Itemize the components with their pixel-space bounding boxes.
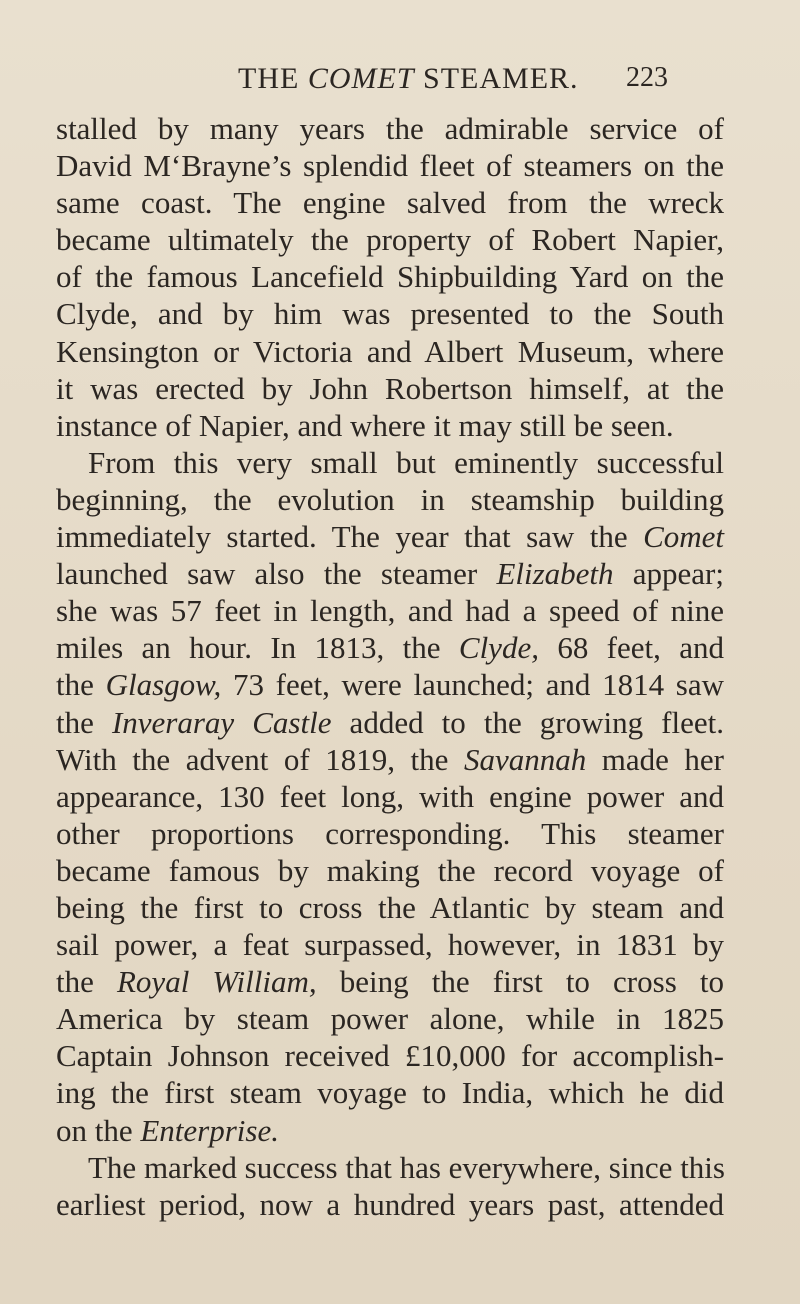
text-segment: stalled by many years the admirable service of — [56, 111, 724, 146]
italic-title: Comet — [643, 519, 724, 555]
italic-title: Enterprise. — [140, 1112, 279, 1148]
running-head-text: THE — [238, 62, 308, 95]
text-line — [56, 555, 724, 592]
text-segment: From this very small but eminently successful — [88, 444, 724, 480]
text-segment: Clyde, and by him was presented to the South — [56, 296, 724, 332]
text-segment: appear; — [613, 556, 724, 592]
text-line — [56, 704, 724, 741]
text-line — [56, 963, 724, 1000]
text-segment: 68 feet, and — [538, 630, 724, 666]
text-line — [56, 1000, 724, 1037]
text-segment: America by steam power alone, while in 1825 — [56, 1001, 724, 1037]
text-segment: 73 feet, were launched; and 1814 saw — [221, 667, 724, 703]
running-head-italic: COMET — [307, 62, 415, 95]
text-segment: same coast. The engine salved from the wreck — [56, 185, 724, 221]
text-segment: Kensington or Victoria and Albert Museum, where — [56, 333, 724, 369]
text-segment: the — [56, 704, 112, 740]
text-segment: other proportions corresponding. This steamer — [56, 815, 724, 851]
text-line — [56, 481, 724, 518]
text-segment: immediately started. The year that saw the — [56, 519, 644, 555]
text-line — [56, 741, 724, 778]
text-segment: instance of Napier, and where it may still be seen. — [56, 407, 674, 443]
text-segment: of the famous Lancefield Shipbuilding Yard on the — [56, 259, 724, 295]
text-segment: being the first to cross the Atlantic by steam and — [56, 889, 724, 925]
italic-title: Clyde, — [458, 630, 539, 666]
text-segment: launched saw also the steamer — [56, 556, 497, 592]
italic-title: Inveraray Castle — [111, 704, 332, 740]
text-segment: being the first to cross to — [316, 964, 724, 1000]
text-segment: made her — [586, 741, 724, 777]
text-segment: the — [56, 667, 106, 703]
text-line — [56, 889, 724, 926]
text-segment: became famous by making the record voyage of — [56, 852, 724, 888]
text-segment: beginning, the evolution in steamship building — [56, 481, 724, 517]
text-line — [56, 666, 724, 703]
text-line — [56, 110, 724, 147]
text-line — [56, 926, 724, 963]
text-line — [56, 333, 724, 370]
text-line — [56, 1037, 724, 1074]
text-line — [56, 629, 724, 666]
italic-title: Royal William, — [117, 964, 317, 1000]
text-segment: appearance, 130 feet long, with engine power and — [56, 778, 724, 814]
page-number: 223 — [626, 62, 668, 93]
text-segment: ing the first steam voyage to India, which he did — [56, 1075, 724, 1111]
text-segment: the — [56, 964, 117, 1000]
text-segment: Captain Johnson received £10,000 for accomplish- — [56, 1038, 724, 1074]
body-text — [56, 110, 724, 1223]
text-line — [56, 592, 724, 629]
text-segment: added to the growing fleet. — [331, 704, 724, 740]
text-line — [56, 1112, 724, 1149]
text-segment: sail power, a feat surpassed, however, in 1831 by — [56, 927, 724, 963]
italic-title: Glasgow, — [105, 667, 222, 703]
italic-title: Elizabeth — [496, 556, 614, 592]
text-line — [56, 221, 724, 258]
text-segment: on the — [56, 1112, 141, 1148]
running-head-text-end: STEAMER. — [414, 62, 579, 95]
text-line — [56, 518, 724, 555]
text-line — [56, 258, 724, 295]
text-line — [56, 1149, 724, 1186]
running-head-title — [238, 62, 579, 96]
text-line — [56, 815, 724, 852]
text-line — [56, 370, 724, 407]
text-line — [56, 778, 724, 815]
italic-title: Savannah — [463, 741, 587, 777]
text-segment: The marked success that has everywhere, since this — [88, 1149, 725, 1185]
text-line — [56, 295, 724, 332]
text-segment: With the advent of 1819, the — [56, 741, 464, 777]
text-line — [56, 1186, 724, 1223]
text-segment: she was 57 feet in length, and had a speed of nine — [56, 593, 724, 629]
text-segment: miles an hour. In 1813, the — [56, 630, 459, 666]
running-header — [0, 60, 800, 100]
text-line — [56, 407, 724, 444]
text-line — [56, 184, 724, 221]
text-line — [56, 852, 724, 889]
text-line — [56, 147, 724, 184]
text-segment: it was erected by John Robertson himself, at the — [56, 370, 724, 406]
text-segment: David M‘Brayne’s splendid fleet of steamers on the — [56, 148, 724, 184]
text-line — [56, 1074, 724, 1111]
text-line — [56, 444, 724, 481]
text-segment: became ultimately the property of Robert Napier, — [56, 222, 724, 258]
text-segment: earliest period, now a hundred years past, attended — [56, 1186, 724, 1222]
